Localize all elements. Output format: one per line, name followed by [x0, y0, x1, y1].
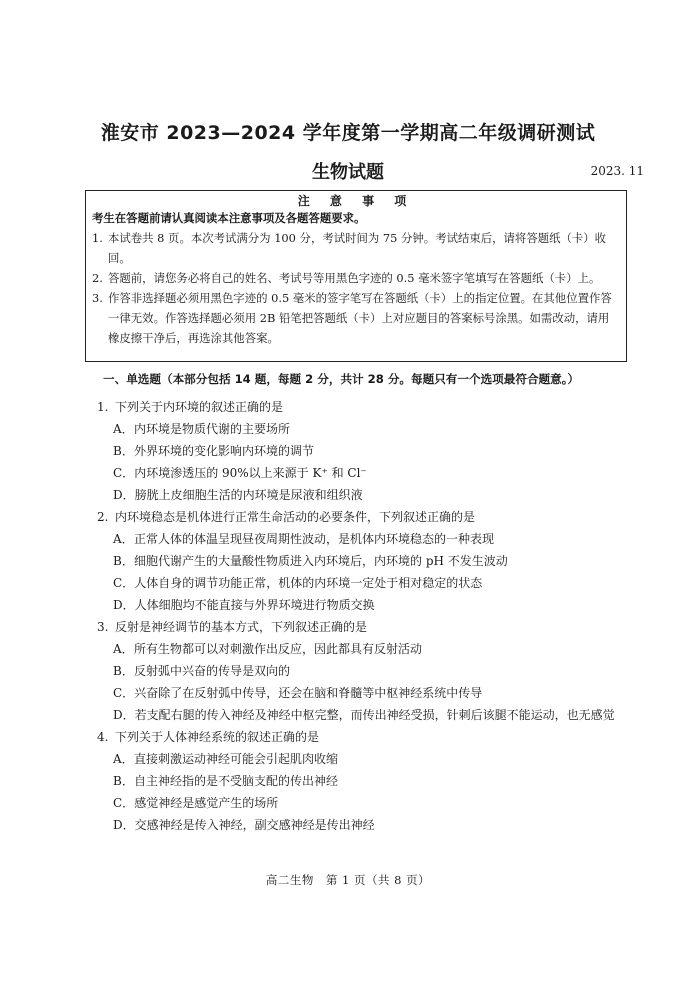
answer-option [97, 660, 625, 682]
answer-option [97, 528, 625, 550]
page-footer: 高二生物 第 1 页（共 8 页） [265, 873, 431, 887]
exam-date: 2023. 11 [590, 164, 644, 178]
answer-option [97, 704, 625, 726]
answer-option [97, 550, 625, 572]
notice-item-number: 3. [92, 291, 103, 305]
option-text: 细胞代谢产生的大量酸性物质进入内环境后，内环境的 pH 不发生波动 [134, 554, 508, 568]
option-label: C． [113, 576, 135, 590]
option-label: D． [113, 708, 135, 722]
answer-option [97, 748, 625, 770]
notice-item-number: 1. [92, 231, 103, 245]
option-text: 反射弧中兴奋的传导是双向的 [134, 664, 291, 678]
option-label: A． [113, 642, 134, 656]
notice-item [92, 288, 620, 348]
option-label: B． [113, 664, 134, 678]
option-label: B． [113, 554, 134, 568]
answer-option [97, 594, 625, 616]
option-label: A． [113, 752, 134, 766]
option-text: 所有生物都可以对刺激作出反应，因此都具有反射活动 [134, 642, 423, 656]
notice-item [92, 268, 620, 288]
option-text: 兴奋除了在反射弧中传导，还会在脑和脊髓等中枢神经系统中传导 [134, 686, 483, 700]
question-text: 反射是神经调节的基本方式，下列叙述正确的是 [115, 620, 368, 634]
notice-item [92, 228, 620, 268]
notice-item-number: 2. [92, 271, 103, 285]
question-number: 2. [97, 510, 109, 524]
answer-option [97, 638, 625, 660]
question-stem [97, 616, 625, 638]
question-text: 下列关于内环境的叙述正确的是 [115, 400, 284, 414]
answer-option [97, 770, 625, 792]
notice-title: 注 意 事 项 [297, 194, 415, 208]
option-label: D． [113, 818, 135, 832]
section-heading: 一、单选题（本部分包括 14 题，每题 2 分，共计 28 分。每题只有一个选项最符合题意。） [103, 372, 580, 386]
question-number: 4. [97, 730, 109, 744]
option-text: 外界环境的变化影响内环境的调节 [134, 444, 315, 458]
question-text: 内环境稳态是机体进行正常生命活动的必要条件，下列叙述正确的是 [115, 510, 476, 524]
answer-option [97, 418, 625, 440]
question-stem [97, 396, 625, 418]
answer-option [97, 792, 625, 814]
option-text: 若支配右腿的传入神经及神经中枢完整，而传出神经受损，针刺后该腿不能运动，也无感觉 [134, 708, 615, 722]
answer-option [97, 462, 625, 484]
question-stem [97, 726, 625, 748]
notice-item-text: 本试卷共 8 页。本次考试满分为 100 分，考试时间为 75 分钟。考试结束后，请将答题纸（卡）收回。 [108, 231, 607, 265]
exam-subtitle: 生物试题 [312, 162, 384, 183]
answer-option [97, 814, 625, 836]
answer-option [97, 484, 625, 506]
option-label: B． [113, 444, 134, 458]
answer-option [97, 572, 625, 594]
option-label: A． [113, 532, 134, 546]
option-label: C． [113, 796, 135, 810]
question-number: 1. [97, 400, 109, 414]
option-text: 感觉神经是感觉产生的场所 [134, 796, 279, 810]
question-text: 下列关于人体神经系统的叙述正确的是 [115, 730, 320, 744]
option-text: 人体自身的调节功能正常，机体的内环境一定处于相对稳定的状态 [134, 576, 483, 590]
notice-item-text: 作答非选择题必须用黑色字迹的 0.5 毫米的签字笔写在答题纸（卡）上的指定位置。在其他位置作答一律无效。作答选择题必须用 2B 铅笔把答题纸（卡）上对应题目的答案标号涂黑。如需改动，请用橡皮擦干净后，再选涂其他答案。 [108, 291, 612, 345]
question-stem [97, 506, 625, 528]
exam-title: 淮安市 2023—2024 学年度第一学期高二年级调研测试 [100, 122, 596, 144]
option-text: 内环境是物质代谢的主要场所 [134, 422, 291, 436]
option-label: D． [113, 488, 135, 502]
option-text: 正常人体的体温呈现昼夜周期性波动，是机体内环境稳态的一种表现 [134, 532, 495, 546]
option-label: D． [113, 598, 135, 612]
option-label: C． [113, 466, 135, 480]
option-text: 直接刺激运动神经可能会引起肌肉收缩 [134, 752, 339, 766]
notice-box [85, 190, 627, 362]
option-label: B． [113, 774, 134, 788]
option-text: 内环境渗透压的 90%以上来源于 K⁺ 和 Cl⁻ [134, 466, 367, 480]
question-list [97, 396, 625, 836]
answer-option [97, 682, 625, 704]
option-text: 膀胱上皮细胞生活的内环境是尿液和组织液 [134, 488, 363, 502]
option-text: 交感神经是传入神经，副交感神经是传出神经 [134, 818, 375, 832]
option-text: 自主神经指的是不受脑支配的传出神经 [134, 774, 339, 788]
answer-option [97, 440, 625, 462]
notice-intro: 考生在答题前请认真阅读本注意事项及各题答题要求。 [92, 211, 366, 225]
notice-item-text: 答题前，请您务必将自己的姓名、考试号等用黑色字迹的 0.5 毫米签字笔填写在答题纸（卡）上。 [108, 271, 601, 285]
question-number: 3. [97, 620, 109, 634]
option-label: C． [113, 686, 135, 700]
option-label: A． [113, 422, 134, 436]
option-text: 人体细胞均不能直接与外界环境进行物质交换 [134, 598, 375, 612]
